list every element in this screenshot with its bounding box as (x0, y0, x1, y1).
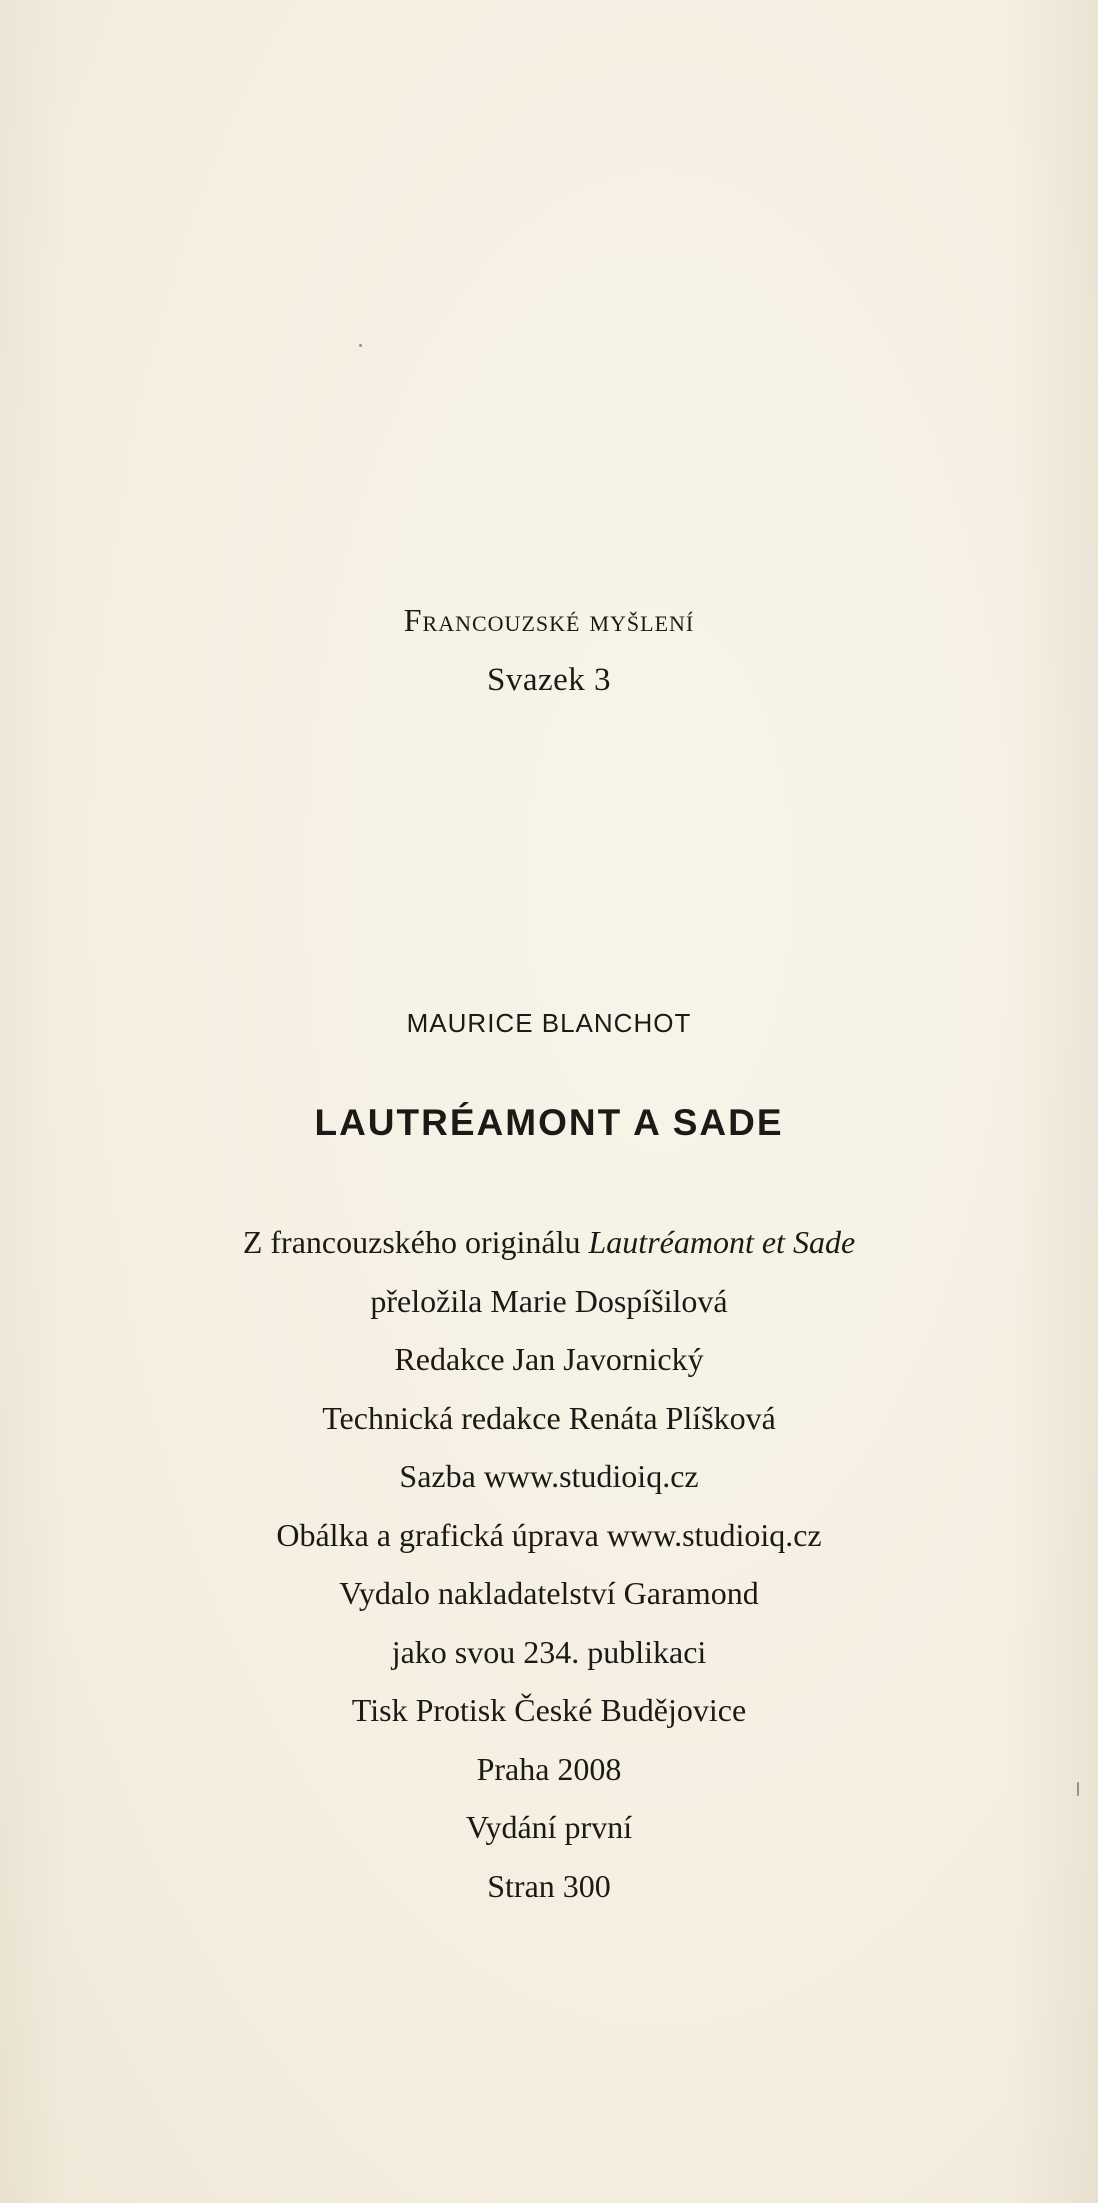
technical-editor-line: Technická redakce Renáta Plíšková (322, 1399, 776, 1436)
editor-line: Redakce Jan Javornický (394, 1341, 704, 1377)
edition-line: Vydání první (465, 1809, 633, 1845)
series-name-text: Francouzské myšlení (403, 602, 695, 638)
series-volume: Svazek 3 (486, 662, 612, 698)
cover-design-line: Obálka a grafická úprava www.studioiq.cz (276, 1516, 822, 1553)
original-prefix: Z francouzského originálu (242, 1224, 581, 1260)
book-title: LAUTRÉAMONT A SADE (314, 1102, 784, 1143)
place-year-line: Praha 2008 (476, 1750, 622, 1787)
paper-speck (359, 344, 362, 347)
printer-line: Tisk Protisk České Budějovice (351, 1692, 747, 1728)
colophon (0, 1213, 1098, 1915)
original-title-line (0, 1213, 1098, 1272)
publisher-line: Vydalo nakladatelství Garamond (339, 1575, 759, 1611)
original-title: Lautréamont et Sade (588, 1224, 856, 1260)
paper-speck (1077, 1782, 1079, 1796)
page-count-line: Stran 300 (487, 1867, 611, 1904)
publication-number-line: jako svou 234. publikaci (391, 1633, 707, 1670)
typesetting-line: Sazba www.studioiq.cz (399, 1458, 699, 1494)
series-name (0, 602, 1098, 639)
translator-line: přeložila Marie Dospíšilová (370, 1282, 728, 1319)
author-name: MAURICE BLANCHOT (406, 1008, 692, 1038)
